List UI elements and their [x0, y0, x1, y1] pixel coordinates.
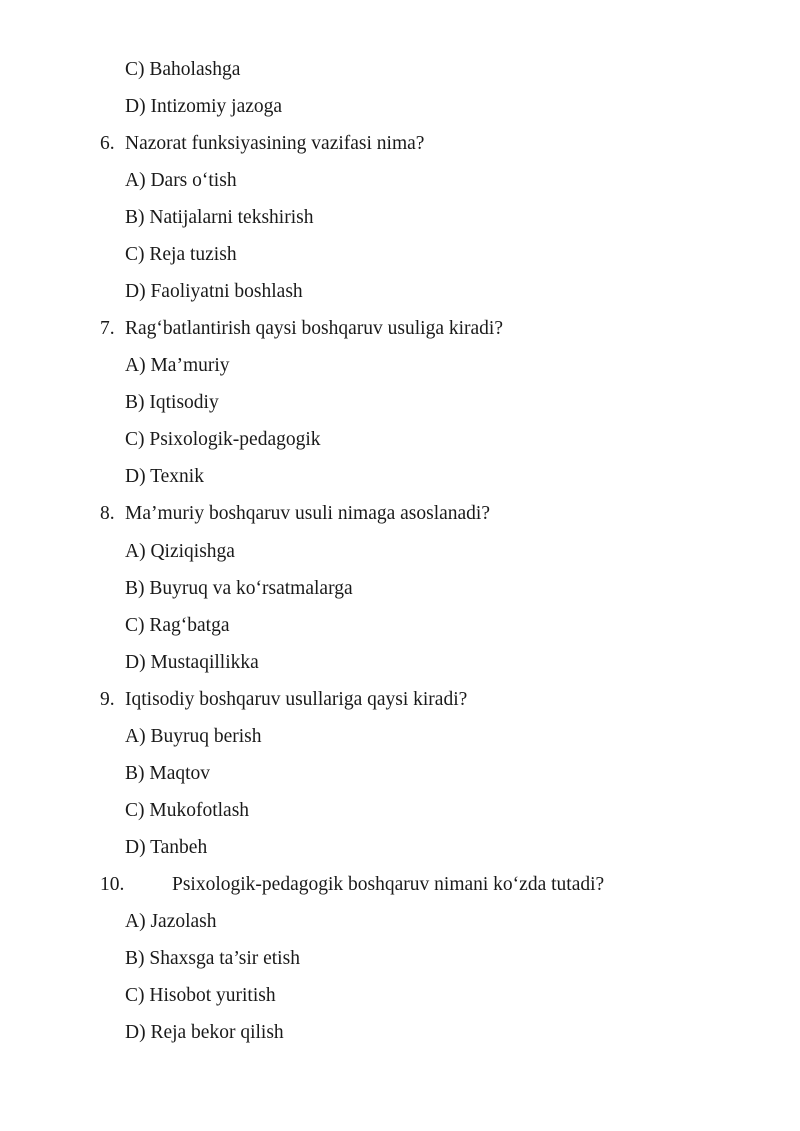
question-text: Nazorat funksiyasining vazifasi nima? [125, 133, 425, 154]
option-7d: D) Texnik [125, 466, 204, 487]
option-7c: C) Psixologik-pedagogik [125, 429, 321, 450]
option-9a: A) Buyruq berish [125, 726, 262, 747]
question-number: 8. [100, 503, 115, 524]
option-10b: B) Shaxsga ta’sir etish [125, 948, 300, 969]
option-8c: C) Rag‘batga [125, 615, 230, 636]
option-8d: D) Mustaqillikka [125, 652, 259, 673]
option-8a: A) Qiziqishga [125, 541, 235, 562]
option-9d: D) Tanbeh [125, 837, 208, 858]
option-5d: D) Intizomiy jazoga [125, 96, 283, 117]
option-7a: A) Ma’muriy [125, 355, 230, 376]
option-6c: C) Reja tuzish [125, 244, 237, 265]
question-text: Rag‘batlantirish qaysi boshqaruv usuliga kiradi? [125, 318, 504, 339]
question-number: 9. [100, 689, 115, 710]
question-text: Psixologik-pedagogik boshqaruv nimani ko‘zda tutadi? [172, 874, 605, 895]
question-text: Ma’muriy boshqaruv usuli nimaga asoslanadi? [125, 503, 491, 524]
option-10d: D) Reja bekor qilish [125, 1022, 284, 1043]
option-9c: C) Mukofotlash [125, 800, 250, 821]
option-10c: C) Hisobot yuritish [125, 985, 276, 1006]
question-number: 7. [100, 318, 115, 339]
question-10 [100, 873, 604, 897]
question-7 [100, 317, 503, 341]
question-text: Iqtisodiy boshqaruv usullariga qaysi kiradi? [125, 689, 468, 710]
option-6b: B) Natijalarni tekshirish [125, 207, 314, 228]
question-6 [100, 132, 424, 156]
option-5c: C) Baholashga [125, 59, 241, 80]
option-8b: B) Buyruq va ko‘rsatmalarga [125, 578, 353, 599]
option-9b: B) Maqtov [125, 763, 211, 784]
option-6d: D) Faoliyatni boshlash [125, 281, 303, 302]
question-number: 6. [100, 133, 115, 154]
question-number: 10. [100, 874, 125, 895]
option-6a: A) Dars o‘tish [125, 170, 237, 191]
option-7b: B) Iqtisodiy [125, 392, 219, 413]
question-9 [100, 688, 467, 712]
question-8 [100, 502, 490, 526]
option-10a: A) Jazolash [125, 911, 217, 932]
